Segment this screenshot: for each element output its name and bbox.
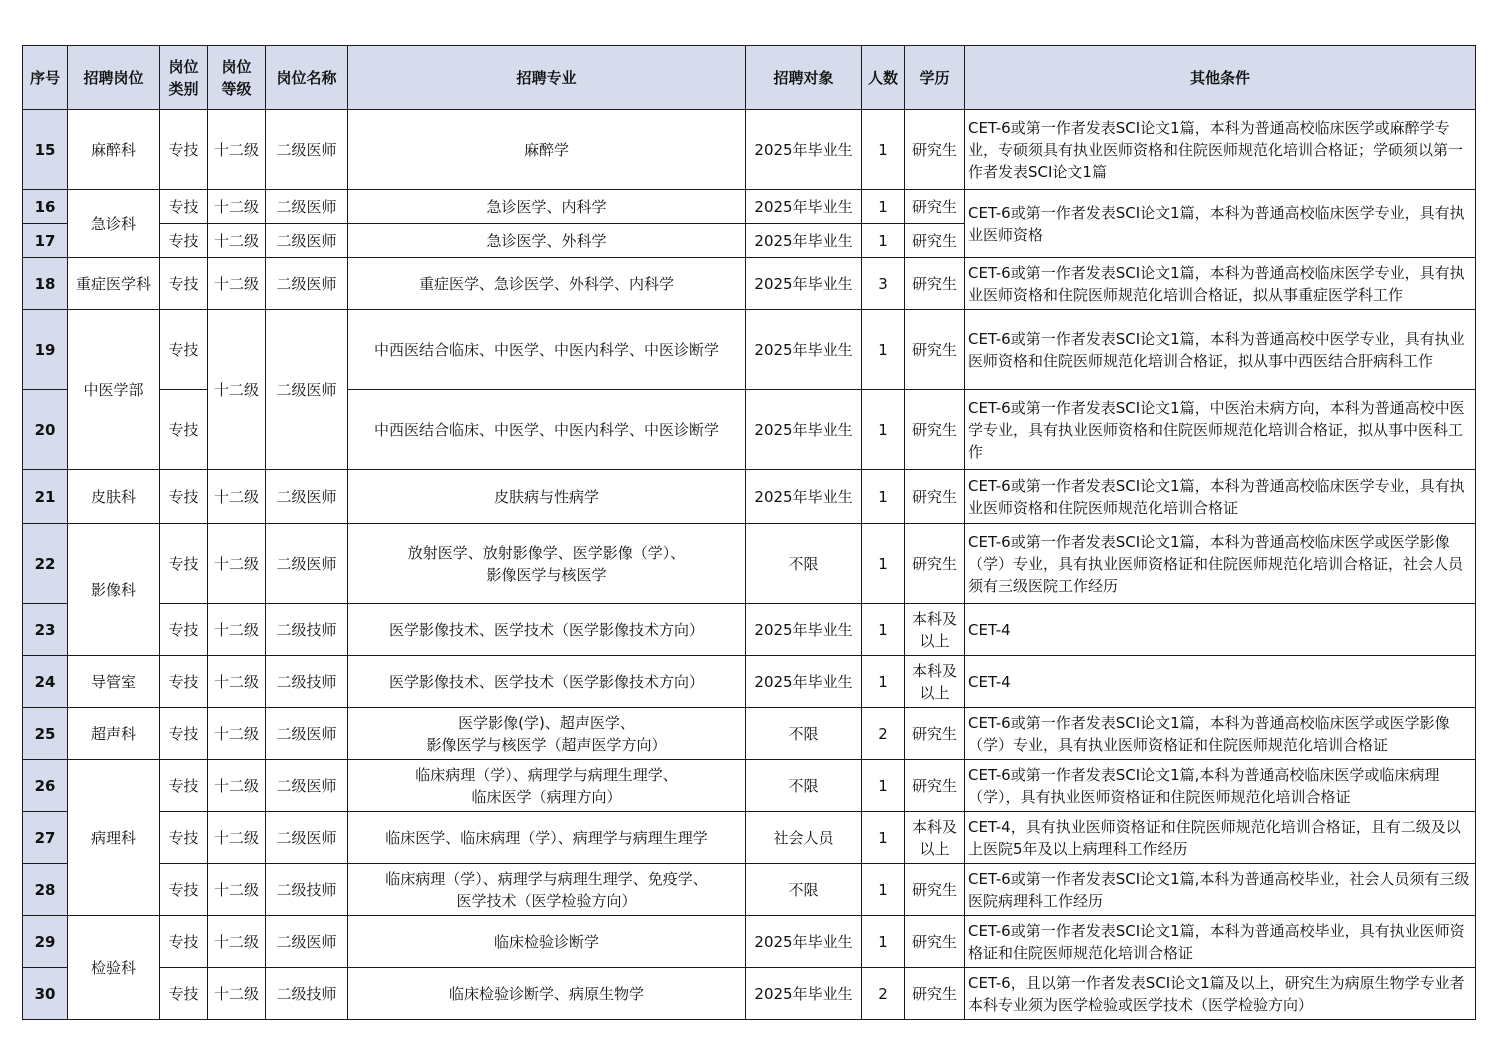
header-row	[23, 46, 1476, 110]
table-row	[23, 864, 1476, 916]
row-other: CET-6，且以第一作者发表SCI论文1篇及以上，研究生为病原生物学专业者本科专业须为医学检验或医学技术（医学检验方向）	[965, 968, 1476, 1020]
row-level: 十二级	[208, 812, 266, 864]
row-other: CET-4，具有执业医师资格证和住院医师规范化培训合格证，且有二级及以上医院5年及以上病理科工作经历	[965, 812, 1476, 864]
row-count: 1	[862, 604, 905, 656]
row-type: 专技	[160, 224, 208, 258]
row-type: 专技	[160, 110, 208, 190]
header-target: 招聘对象	[746, 46, 862, 110]
recruitment-table	[22, 45, 1476, 1020]
row-edu: 研究生	[905, 864, 965, 916]
row-target: 2025年毕业生	[746, 916, 862, 968]
table-row	[23, 968, 1476, 1020]
row-dept: 导管室	[68, 656, 160, 708]
header-no: 序号	[23, 46, 68, 110]
row-target: 2025年毕业生	[746, 604, 862, 656]
row-edu: 研究生	[905, 708, 965, 760]
row-target: 不限	[746, 708, 862, 760]
row-title: 二级医师	[266, 916, 348, 968]
row-count: 1	[862, 310, 905, 390]
row-no: 17	[23, 224, 68, 258]
row-edu: 研究生	[905, 258, 965, 310]
row-other: CET-6或第一作者发表SCI论文1篇，本科为普通高校毕业，具有执业医师资格证和住院医师规范化培训合格证	[965, 916, 1476, 968]
row-no: 23	[23, 604, 68, 656]
row-type: 专技	[160, 760, 208, 812]
table-row	[23, 656, 1476, 708]
row-count: 1	[862, 190, 905, 224]
table-row	[23, 604, 1476, 656]
row-edu: 研究生	[905, 916, 965, 968]
row-dept: 麻醉科	[68, 110, 160, 190]
table-row	[23, 258, 1476, 310]
row-target: 2025年毕业生	[746, 968, 862, 1020]
row-other: CET-6或第一作者发表SCI论文1篇,本科为普通高校临床医学或临床病理（学），具有执业医师资格证和住院医师规范化培训合格证	[965, 760, 1476, 812]
row-no: 19	[23, 310, 68, 390]
row-other: CET-4	[965, 656, 1476, 708]
table-row	[23, 916, 1476, 968]
row-major: 临床病理（学）、病理学与病理生理学、 临床医学（病理方向）	[348, 760, 746, 812]
row-major: 医学影像(学)、超声医学、 影像医学与核医学（超声医学方向）	[348, 708, 746, 760]
row-type: 专技	[160, 390, 208, 470]
row-title: 二级技师	[266, 656, 348, 708]
row-edu: 本科及 以上	[905, 812, 965, 864]
row-edu: 研究生	[905, 390, 965, 470]
row-other: CET-6或第一作者发表SCI论文1篇,本科为普通高校毕业，社会人员须有三级医院病理科工作经历	[965, 864, 1476, 916]
row-title: 二级技师	[266, 864, 348, 916]
row-no: 22	[23, 524, 68, 604]
row-edu: 本科及 以上	[905, 604, 965, 656]
row-level: 十二级	[208, 310, 266, 470]
row-dept: 重症医学科	[68, 258, 160, 310]
header-post: 招聘岗位	[68, 46, 160, 110]
table-row	[23, 190, 1476, 224]
row-type: 专技	[160, 310, 208, 390]
row-major: 中西医结合临床、中医学、中医内科学、中医诊断学	[348, 390, 746, 470]
row-other: CET-6或第一作者发表SCI论文1篇，本科为普通高校临床医学专业，具有执业医师资格和住院医师规范化培训合格证，拟从事重症医学科工作	[965, 258, 1476, 310]
row-level: 十二级	[208, 470, 266, 524]
row-major: 临床医学、临床病理（学）、病理学与病理生理学	[348, 812, 746, 864]
row-no: 28	[23, 864, 68, 916]
row-target: 2025年毕业生	[746, 224, 862, 258]
header-edu: 学历	[905, 46, 965, 110]
row-no: 29	[23, 916, 68, 968]
row-type: 专技	[160, 968, 208, 1020]
row-target: 2025年毕业生	[746, 190, 862, 224]
row-dept: 影像科	[68, 524, 160, 656]
row-no: 20	[23, 390, 68, 470]
table-row	[23, 470, 1476, 524]
row-edu: 研究生	[905, 190, 965, 224]
row-edu: 研究生	[905, 470, 965, 524]
row-major: 放射医学、放射影像学、医学影像（学）、 影像医学与核医学	[348, 524, 746, 604]
row-dept: 超声科	[68, 708, 160, 760]
header-other: 其他条件	[965, 46, 1476, 110]
row-title: 二级医师	[266, 190, 348, 224]
row-level: 十二级	[208, 916, 266, 968]
row-count: 1	[862, 760, 905, 812]
row-target: 2025年毕业生	[746, 470, 862, 524]
row-title: 二级医师	[266, 812, 348, 864]
row-major: 医学影像技术、医学技术（医学影像技术方向）	[348, 656, 746, 708]
row-count: 2	[862, 968, 905, 1020]
row-count: 1	[862, 656, 905, 708]
header-count: 人数	[862, 46, 905, 110]
row-title: 二级医师	[266, 708, 348, 760]
row-type: 专技	[160, 708, 208, 760]
row-count: 1	[862, 916, 905, 968]
row-other: CET-6或第一作者发表SCI论文1篇，中医治未病方向，本科为普通高校中医学专业，具有执业医师资格和住院医师规范化培训合格证，拟从事中医科工作	[965, 390, 1476, 470]
header-level: 岗位 等级	[208, 46, 266, 110]
row-level: 十二级	[208, 524, 266, 604]
row-type: 专技	[160, 812, 208, 864]
table-row	[23, 310, 1476, 390]
row-edu: 研究生	[905, 760, 965, 812]
row-major: 临床检验诊断学、病原生物学	[348, 968, 746, 1020]
row-count: 1	[862, 390, 905, 470]
row-edu: 研究生	[905, 310, 965, 390]
row-type: 专技	[160, 470, 208, 524]
header-type: 岗位 类别	[160, 46, 208, 110]
row-no: 21	[23, 470, 68, 524]
row-title: 二级医师	[266, 310, 348, 470]
row-no: 15	[23, 110, 68, 190]
row-type: 专技	[160, 656, 208, 708]
row-level: 十二级	[208, 968, 266, 1020]
row-dept: 中医学部	[68, 310, 160, 470]
row-count: 1	[862, 812, 905, 864]
row-edu: 本科及 以上	[905, 656, 965, 708]
table-row	[23, 812, 1476, 864]
row-count: 1	[862, 524, 905, 604]
table-row	[23, 760, 1476, 812]
row-title: 二级技师	[266, 604, 348, 656]
row-level: 十二级	[208, 224, 266, 258]
row-no: 26	[23, 760, 68, 812]
row-title: 二级医师	[266, 524, 348, 604]
row-title: 二级技师	[266, 968, 348, 1020]
row-dept: 病理科	[68, 760, 160, 916]
table-row	[23, 110, 1476, 190]
row-level: 十二级	[208, 708, 266, 760]
row-other: CET-6或第一作者发表SCI论文1篇，本科为普通高校临床医学专业，具有执业医师资格	[965, 190, 1476, 258]
row-dept: 急诊科	[68, 190, 160, 258]
row-major: 急诊医学、内科学	[348, 190, 746, 224]
row-major: 麻醉学	[348, 110, 746, 190]
row-type: 专技	[160, 258, 208, 310]
header-name: 岗位名称	[266, 46, 348, 110]
row-level: 十二级	[208, 656, 266, 708]
row-target: 不限	[746, 524, 862, 604]
row-target: 社会人员	[746, 812, 862, 864]
row-count: 2	[862, 708, 905, 760]
row-other: CET-6或第一作者发表SCI论文1篇，本科为普通高校临床医学或医学影像（学）专业，具有执业医师资格证和住院医师规范化培训合格证，社会人员须有三级医院工作经历	[965, 524, 1476, 604]
header-major: 招聘专业	[348, 46, 746, 110]
row-major: 急诊医学、外科学	[348, 224, 746, 258]
row-target: 不限	[746, 864, 862, 916]
row-edu: 研究生	[905, 524, 965, 604]
row-no: 25	[23, 708, 68, 760]
row-edu: 研究生	[905, 224, 965, 258]
row-major: 医学影像技术、医学技术（医学影像技术方向）	[348, 604, 746, 656]
row-title: 二级医师	[266, 258, 348, 310]
table-row	[23, 708, 1476, 760]
row-dept: 检验科	[68, 916, 160, 1020]
row-major: 重症医学、急诊医学、外科学、内科学	[348, 258, 746, 310]
row-major: 皮肤病与性病学	[348, 470, 746, 524]
row-level: 十二级	[208, 864, 266, 916]
row-dept: 皮肤科	[68, 470, 160, 524]
row-no: 27	[23, 812, 68, 864]
row-count: 1	[862, 864, 905, 916]
row-title: 二级医师	[266, 110, 348, 190]
row-target: 2025年毕业生	[746, 390, 862, 470]
row-count: 3	[862, 258, 905, 310]
row-level: 十二级	[208, 760, 266, 812]
row-level: 十二级	[208, 190, 266, 224]
row-other: CET-6或第一作者发表SCI论文1篇，本科为普通高校临床医学专业，具有执业医师资格和住院医师规范化培训合格证	[965, 470, 1476, 524]
row-title: 二级医师	[266, 224, 348, 258]
row-type: 专技	[160, 524, 208, 604]
row-other: CET-6或第一作者发表SCI论文1篇，本科为普通高校临床医学或麻醉学专业，专硕须具有执业医师资格和住院医师规范化培训合格证；学硕须以第一作者发表SCI论文1篇	[965, 110, 1476, 190]
row-target: 2025年毕业生	[746, 258, 862, 310]
row-no: 24	[23, 656, 68, 708]
row-target: 2025年毕业生	[746, 656, 862, 708]
row-type: 专技	[160, 604, 208, 656]
row-title: 二级医师	[266, 470, 348, 524]
row-target: 2025年毕业生	[746, 110, 862, 190]
table-row	[23, 524, 1476, 604]
row-target: 不限	[746, 760, 862, 812]
row-major: 临床病理（学）、病理学与病理生理学、免疫学、 医学技术（医学检验方向）	[348, 864, 746, 916]
row-no: 18	[23, 258, 68, 310]
row-edu: 研究生	[905, 968, 965, 1020]
row-other: CET-4	[965, 604, 1476, 656]
row-type: 专技	[160, 916, 208, 968]
row-count: 1	[862, 224, 905, 258]
row-edu: 研究生	[905, 110, 965, 190]
row-other: CET-6或第一作者发表SCI论文1篇，本科为普通高校中医学专业，具有执业医师资格和住院医师规范化培训合格证，拟从事中西医结合肝病科工作	[965, 310, 1476, 390]
row-target: 2025年毕业生	[746, 310, 862, 390]
row-major: 临床检验诊断学	[348, 916, 746, 968]
row-type: 专技	[160, 190, 208, 224]
row-level: 十二级	[208, 604, 266, 656]
row-level: 十二级	[208, 258, 266, 310]
row-other: CET-6或第一作者发表SCI论文1篇，本科为普通高校临床医学或医学影像（学）专业，具有执业医师资格证和住院医师规范化培训合格证	[965, 708, 1476, 760]
row-major: 中西医结合临床、中医学、中医内科学、中医诊断学	[348, 310, 746, 390]
row-title: 二级医师	[266, 760, 348, 812]
row-no: 16	[23, 190, 68, 224]
row-count: 1	[862, 470, 905, 524]
row-no: 30	[23, 968, 68, 1020]
row-level: 十二级	[208, 110, 266, 190]
row-type: 专技	[160, 864, 208, 916]
row-count: 1	[862, 110, 905, 190]
